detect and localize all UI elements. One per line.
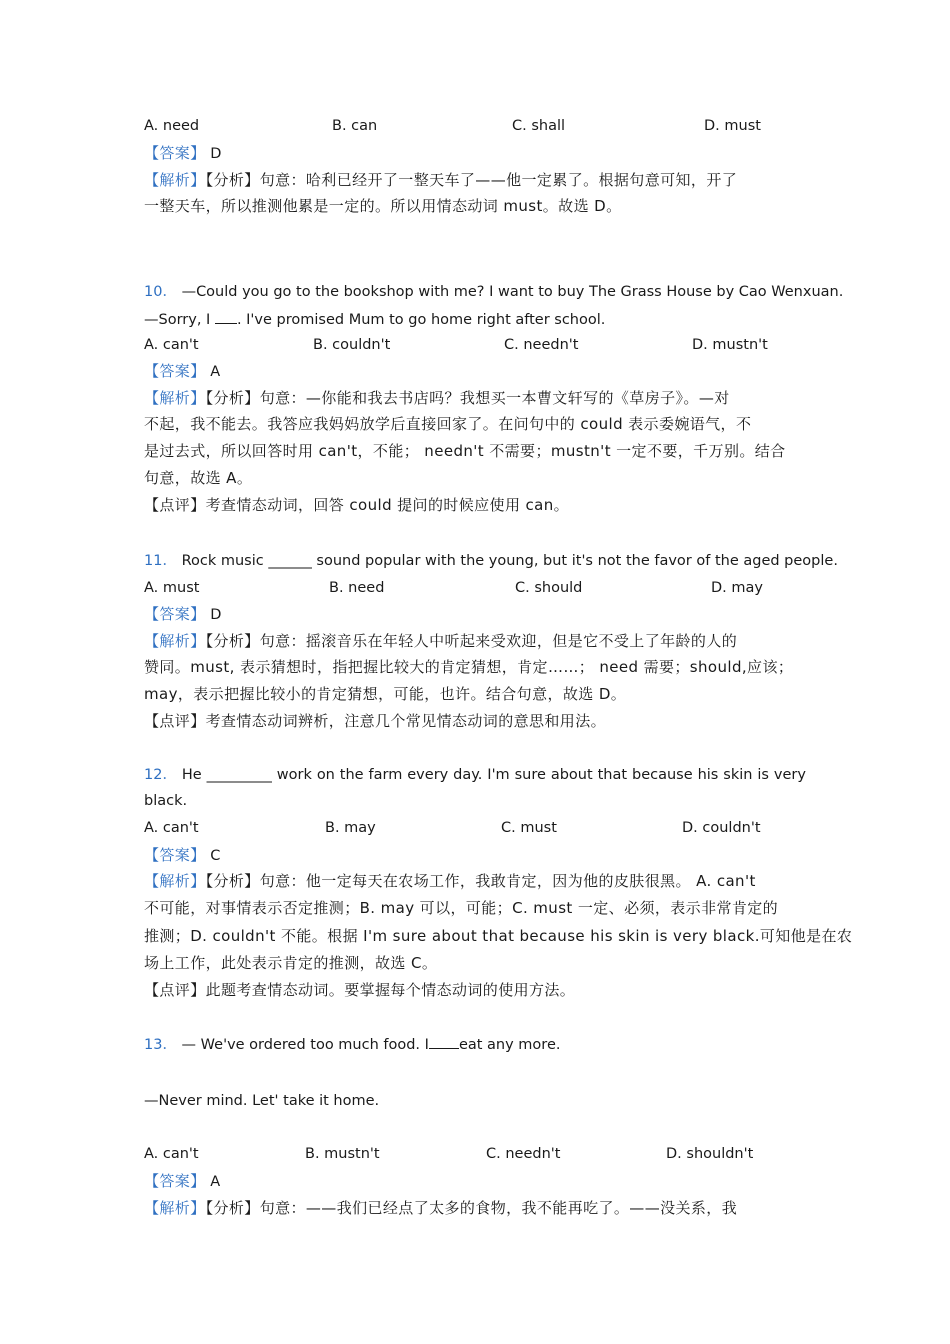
analysis-line bbox=[144, 170, 737, 190]
option-a: A. can't bbox=[144, 820, 199, 836]
answer-tag: 【答案】 bbox=[144, 362, 206, 380]
option-b: B. mustn't bbox=[305, 1146, 380, 1162]
option-a: A. can't bbox=[144, 337, 199, 353]
option-d: D. couldn't bbox=[682, 820, 761, 836]
answer-value: C bbox=[210, 848, 221, 864]
answer-value: A bbox=[210, 1174, 221, 1190]
answer-line bbox=[144, 845, 220, 866]
answer-blank bbox=[215, 309, 237, 324]
question-text: . I've promised Mum to go home right after school. bbox=[236, 312, 606, 328]
analysis-text: 不起，我不能去。我答应我妈妈放学后直接回家了。在问句中的 could 表示委婉语气，不 bbox=[144, 415, 752, 433]
option-d: D. mustn't bbox=[692, 337, 768, 353]
analysis-text: 【分析】句意：——我们已经点了太多的食物，我不能再吃了。——没关系，我 bbox=[205, 1199, 738, 1217]
stem-word: that bbox=[597, 767, 628, 783]
stem-word: about bbox=[550, 767, 593, 783]
question-stem bbox=[144, 282, 843, 302]
option-b: B. need bbox=[329, 580, 385, 596]
comment-line: 【点评】此题考查情态动词。要掌握每个情态动词的使用方法。 bbox=[144, 981, 576, 999]
question-number: 13． bbox=[144, 1037, 177, 1053]
analysis-line bbox=[144, 1198, 737, 1218]
comment-line: 【点评】考查情态动词辨析，注意几个常见情态动词的意思和用法。 bbox=[144, 712, 607, 730]
answer-value: D bbox=[210, 146, 222, 162]
comment-line: 【点评】考查情态动词，回答 could 提问的时候应使用 can。 bbox=[144, 496, 570, 514]
answer-line bbox=[144, 143, 221, 164]
analysis-line bbox=[144, 631, 737, 651]
question-stem bbox=[144, 1034, 560, 1055]
stem-word: the bbox=[339, 767, 364, 783]
stem-word: because bbox=[631, 767, 693, 783]
stem-word: every bbox=[407, 767, 449, 783]
option-a: A. can't bbox=[144, 1146, 199, 1162]
stem-word: his bbox=[697, 767, 719, 783]
option-a: A. need bbox=[144, 118, 200, 134]
question-line bbox=[144, 309, 605, 330]
option-d: D. must bbox=[704, 118, 761, 134]
stem-word: on bbox=[316, 767, 335, 783]
question-text: eat any more. bbox=[458, 1037, 561, 1053]
stem-word: work bbox=[276, 767, 312, 783]
analysis-text: 【分析】句意：哈利已经开了一整天车了——他一定累了。根据句意可知，开了 bbox=[205, 171, 738, 189]
option-c: C. must bbox=[501, 820, 557, 836]
stem-word: very bbox=[773, 767, 806, 783]
option-c: C. shall bbox=[512, 118, 566, 134]
answer-line bbox=[144, 1171, 220, 1192]
analysis-line bbox=[144, 871, 756, 891]
answer-tag: 【答案】 bbox=[144, 605, 206, 623]
answer-blank bbox=[429, 1034, 459, 1049]
stem-word: is bbox=[757, 767, 769, 783]
question-text: sound popular with the young, but it's not the favor of the aged people. bbox=[311, 553, 838, 569]
stem-word: He bbox=[181, 767, 202, 783]
question-text: —Never mind. Let' take it home. bbox=[144, 1093, 380, 1109]
analysis-text: 场上工作，此处表示肯定的推测，故选 C。 bbox=[144, 954, 438, 972]
analysis-text: 句意，故选 A。 bbox=[144, 469, 253, 487]
analysis-line bbox=[144, 388, 730, 408]
option-c: C. needn't bbox=[504, 337, 579, 353]
answer-value: D bbox=[210, 607, 222, 623]
analysis-tag: 【解析】 bbox=[144, 389, 206, 407]
question-text: —Could you go to the bookshop with me? I want to buy The Grass House by Cao Wenxuan. bbox=[181, 284, 844, 300]
analysis-text: may，表示把握比较小的肯定猜想，可能，也许。结合句意，故选 D。 bbox=[144, 685, 627, 703]
question-number: 12． bbox=[144, 767, 177, 783]
answer-line bbox=[144, 604, 221, 625]
option-d: D. shouldn't bbox=[666, 1146, 754, 1162]
analysis-text: 推测；D. couldn't 不能。根据 I'm sure about that because his skin is very black.可知他是在农 bbox=[144, 927, 853, 945]
analysis-text: 一整天车，所以推测他累是一定的。所以用情态动词 must。故选 D。 bbox=[144, 197, 622, 215]
question-text: black. bbox=[144, 793, 188, 809]
question-number: 11． bbox=[144, 553, 177, 569]
analysis-text: 赞同。must, 表示猜想时，指把握比较大的肯定猜想，肯定……； need 需要；should,应该； bbox=[144, 658, 794, 676]
stem-word: day. bbox=[453, 767, 483, 783]
option-d: D. may bbox=[711, 580, 763, 596]
analysis-tag: 【解析】 bbox=[144, 171, 206, 189]
answer-tag: 【答案】 bbox=[144, 144, 206, 162]
analysis-tag: 【解析】 bbox=[144, 1199, 206, 1217]
analysis-text: 是过去式，所以回答时用 can't，不能； needn't 不需要；mustn't 一定不要，千万别。结合 bbox=[144, 442, 786, 460]
stem-word: sure bbox=[514, 767, 546, 783]
answer-tag: 【答案】 bbox=[144, 1172, 206, 1190]
analysis-text: 【分析】句意：他一定每天在农场工作，我敢肯定，因为他的皮肤很黑。 A. can't bbox=[205, 872, 756, 890]
answer-line bbox=[144, 361, 220, 382]
answer-blank: ______ bbox=[268, 553, 312, 569]
question-stem bbox=[144, 551, 838, 571]
analysis-tag: 【解析】 bbox=[144, 632, 206, 650]
option-b: B. couldn't bbox=[313, 337, 391, 353]
option-b: B. can bbox=[332, 118, 378, 134]
analysis-text: 不可能，对事情表示否定推测；B. may 可以，可能；C. must 一定、必须，表示非常肯定的 bbox=[144, 899, 779, 917]
analysis-text: 【分析】句意：摇滚音乐在年轻人中听起来受欢迎，但是它不受上了年龄的人的 bbox=[205, 632, 738, 650]
option-c: C. needn't bbox=[486, 1146, 561, 1162]
option-b: B. may bbox=[325, 820, 376, 836]
question-stem bbox=[144, 765, 806, 785]
question-text: — We've ordered too much food. I bbox=[176, 1037, 429, 1053]
answer-tag: 【答案】 bbox=[144, 846, 206, 864]
question-text: —Sorry, I bbox=[144, 312, 215, 328]
answer-value: A bbox=[210, 364, 221, 380]
stem-word: farm bbox=[368, 767, 403, 783]
analysis-tag: 【解析】 bbox=[144, 872, 206, 890]
stem-word: I'm bbox=[487, 767, 510, 783]
option-c: C. should bbox=[515, 580, 583, 596]
option-a: A. must bbox=[144, 580, 200, 596]
stem-word: skin bbox=[723, 767, 753, 783]
analysis-text: 【分析】句意：—你能和我去书店吗？我想买一本曹文轩写的《草房子》。—对 bbox=[205, 389, 730, 407]
question-number: 10． bbox=[144, 284, 177, 300]
answer-blank: _________ bbox=[206, 767, 272, 783]
question-text: Rock music bbox=[181, 553, 269, 569]
